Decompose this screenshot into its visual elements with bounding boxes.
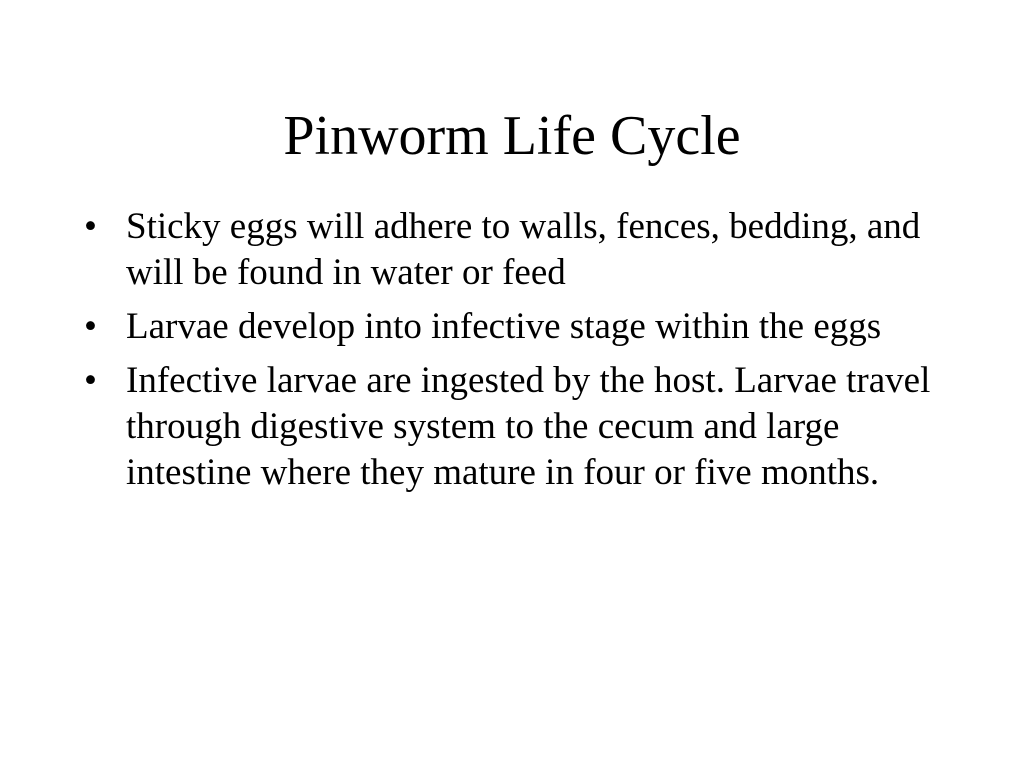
bullet-text: Larvae develop into infective stage within the eggs [126,306,882,347]
bullet-text: Sticky eggs will adhere to walls, fences, bedding, and will be found in water or feed [126,206,921,293]
bullet-icon: • [84,206,97,247]
slide-title: Pinworm Life Cycle [283,105,741,167]
bullet-item [84,358,944,496]
bullet-text: Infective larvae are ingested by the host. Larvae travel through digestive system to the cecum and large intestine where they mature in four or five months. [126,360,931,493]
bullet-list [84,204,944,504]
bullet-item [84,304,944,350]
bullet-icon: • [84,306,97,347]
bullet-icon: • [84,360,97,401]
bullet-item [84,204,944,296]
